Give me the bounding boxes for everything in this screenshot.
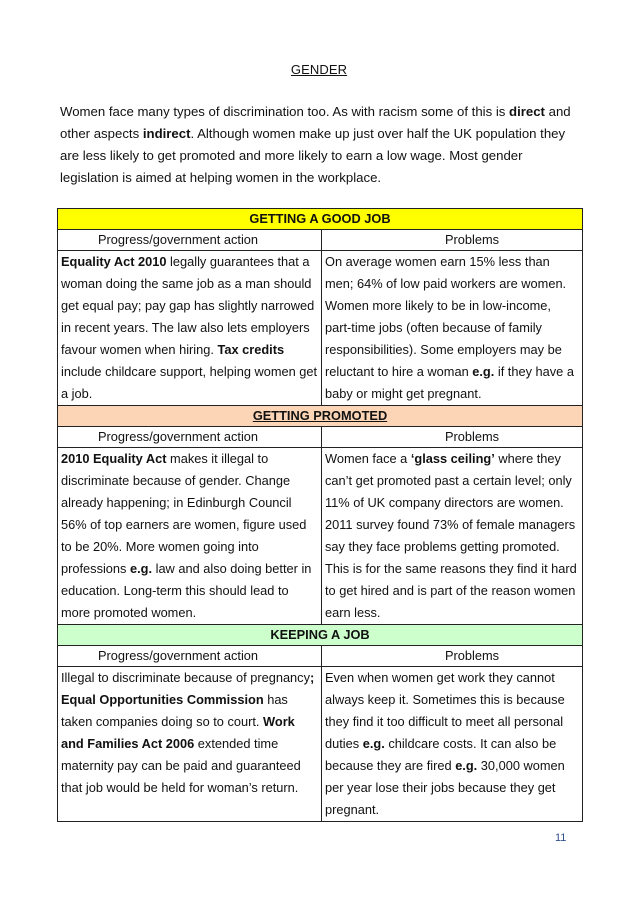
bold-text-run: ‘glass ceiling’	[410, 451, 495, 466]
section-heading-text: GETTING A GOOD JOB	[249, 211, 391, 226]
bold-text-run: Work and Families Act 2006	[61, 714, 295, 751]
section-heading-row	[58, 406, 583, 427]
text-run: . Although women make up just over half the UK population they are less likely to get promoted and more likely to earn a low wage. Most gender legislation is aimed at helping women in the workplace.	[60, 126, 566, 185]
column-header-problems: Problems	[322, 646, 583, 667]
section-heading-good-job	[58, 209, 583, 230]
column-header-row	[58, 427, 583, 448]
progress-cell	[58, 667, 322, 822]
table-row	[58, 251, 583, 406]
problems-cell	[322, 448, 583, 625]
text-run: include childcare support, helping women get a job.	[61, 364, 318, 401]
text-run: On average women earn 15% less than men; 64% of low paid workers are women. Women more likely to be in low-income, part-time jobs (often because of family responsibilities). Some employers may be reluctant to hire a woman	[325, 254, 567, 379]
bold-text-run: Equality Act 2010	[61, 254, 167, 269]
text-run: if they have a baby or might get pregnant.	[325, 364, 574, 401]
column-header-row	[58, 646, 583, 667]
bold-text-run: 2010 Equality Act	[61, 451, 167, 466]
bold-text-run: e.g.	[472, 364, 495, 379]
bold-text-run: e.g.	[362, 736, 385, 751]
bold-text-run: Tax credits	[217, 342, 285, 357]
page-title: GENDER	[290, 62, 348, 77]
text-run: Illegal to discriminate because of pregnancy	[61, 670, 310, 685]
section-heading-row	[58, 625, 583, 646]
text-run: legally guarantees that a woman doing the same job as a man should get equal pay; pay gap has slightly narrowed in recent years. The law also lets employers favour women when hiring.	[61, 254, 315, 357]
text-run: makes it illegal to discriminate because of gender. Change already happening; in Edinburgh Council 56% of top earners are women, figure used to be 20%. More women going into professions	[61, 451, 307, 576]
section-heading-text: GETTING PROMOTED	[252, 408, 388, 423]
column-header-progress: Progress/government action	[58, 427, 322, 448]
gender-table	[57, 208, 583, 822]
column-header-progress: Progress/government action	[58, 646, 322, 667]
text-run: Even when women get work they cannot always keep it. Sometimes this is because they find it too difficult to meet all personal duties	[325, 670, 565, 751]
text-run: where they can’t get promoted past a certain level; only 11% of UK company directors are women. 2011 survey found 73% of female managers say they face problems getting promoted. This is for the same reasons they find it hard to get hired and is part of the reason women earn less.	[325, 451, 577, 620]
text-run: has taken companies doing so to court.	[61, 692, 288, 729]
bold-text-run: direct	[509, 104, 545, 119]
problems-cell	[322, 667, 583, 822]
text-run: Women face many types of discrimination too. As with racism some of this is	[60, 104, 510, 119]
section-heading-text: KEEPING A JOB	[270, 627, 370, 642]
text-run: and other aspects	[60, 104, 571, 141]
section-heading-keeping	[58, 625, 583, 646]
bold-text-run: indirect	[142, 126, 191, 141]
column-header-progress: Progress/government action	[58, 230, 322, 251]
progress-cell	[58, 448, 322, 625]
bold-text-run: e.g.	[455, 758, 478, 773]
progress-cell	[58, 251, 322, 406]
intro-paragraph	[60, 101, 580, 189]
table-row	[58, 448, 583, 625]
text-run: law and also doing better in education. Long-term this should lead to more promoted women.	[61, 561, 312, 620]
text-run: extended time maternity pay can be paid and guaranteed that job would be held for woman’s return.	[61, 736, 301, 795]
bold-text-run: ; Equal Opportunities Commission	[61, 670, 315, 707]
text-run: childcare costs. It can also be because they are fired	[325, 736, 557, 773]
problems-cell	[322, 251, 583, 406]
table-row	[58, 667, 583, 822]
page-number: 11	[555, 832, 567, 844]
text-run: Women face a	[325, 451, 411, 466]
bold-text-run: e.g.	[130, 561, 153, 576]
section-heading-row	[58, 209, 583, 230]
column-header-row	[58, 230, 583, 251]
column-header-problems: Problems	[322, 427, 583, 448]
column-header-problems: Problems	[322, 230, 583, 251]
section-heading-promoted	[58, 406, 583, 427]
text-run: 30,000 women per year lose their jobs because they get pregnant.	[325, 758, 565, 817]
